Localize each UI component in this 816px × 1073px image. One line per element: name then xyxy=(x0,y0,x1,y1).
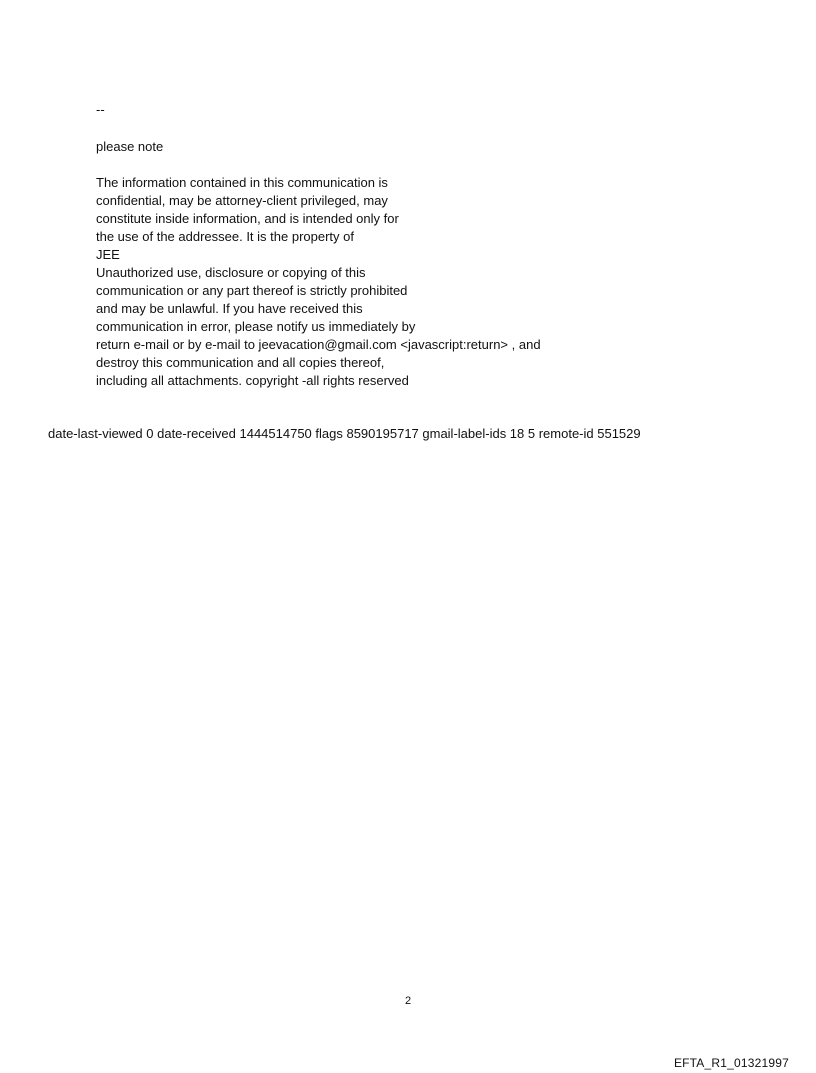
disclaimer-line: The information contained in this communication is xyxy=(96,175,388,190)
page-number: 2 xyxy=(404,995,412,1007)
message-metadata: date-last-viewed 0 date-received 1444514750 flags 8590195717 gmail-label-ids 18 5 remote-id 551529 xyxy=(48,426,641,441)
disclaimer-line: return e-mail or by e-mail to jeevacation@gmail.com <javascript:return> , and xyxy=(96,337,541,352)
disclaimer-line: communication in error, please notify us immediately by xyxy=(96,319,416,334)
disclaimer-block xyxy=(96,174,541,390)
disclaimer-line: constitute inside information, and is intended only for xyxy=(96,211,399,226)
disclaimer-line: confidential, may be attorney-client privileged, may xyxy=(96,193,388,208)
disclaimer-line: JEE xyxy=(96,247,120,262)
disclaimer-heading: please note xyxy=(96,139,164,154)
disclaimer-line: Unauthorized use, disclosure or copying of this xyxy=(96,265,366,280)
disclaimer-line: destroy this communication and all copies thereof, xyxy=(96,355,385,370)
document-id: EFTA_R1_01321997 xyxy=(673,1056,789,1070)
disclaimer-line: and may be unlawful. If you have received this xyxy=(96,301,363,316)
disclaimer-line: communication or any part thereof is strictly prohibited xyxy=(96,283,408,298)
disclaimer-line: including all attachments. copyright -all rights reserved xyxy=(96,373,409,388)
disclaimer-line: the use of the addressee. It is the property of xyxy=(96,229,354,244)
signature-separator: -- xyxy=(96,102,105,117)
